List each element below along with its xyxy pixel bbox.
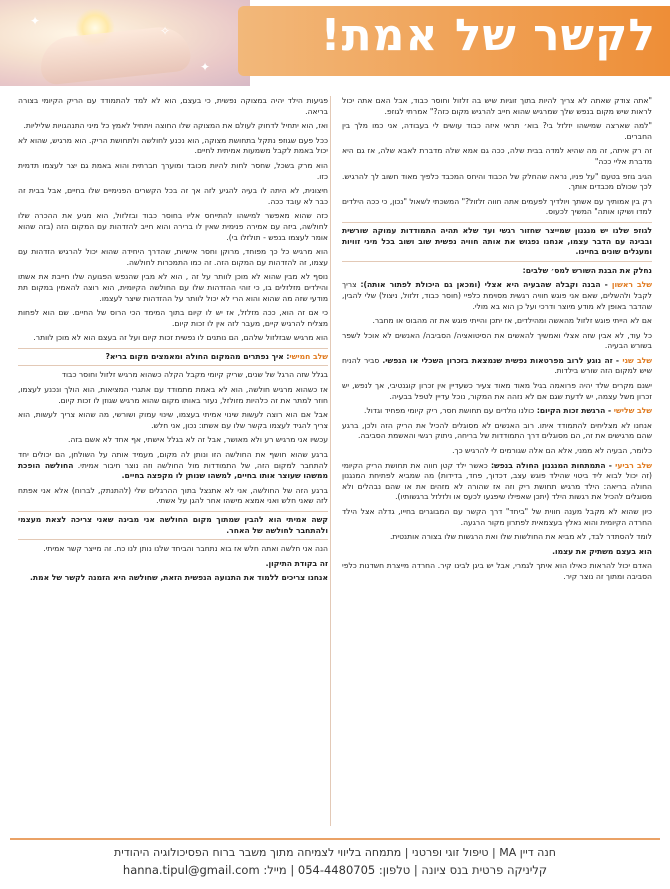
paragraph: ואז, הוא יתחיל לדחוק לעולם את המצוקה שלו החוצה ויתחיל לאמץ כל מיני התנהגויות שליליות. [23, 121, 328, 131]
stage-body: כאשר ילד קטן חווה את תחושת הריק הקיומי (זה יכול לבוא ליד ביטוי שהילד פוגש עצב, דכדוך, פחד, בדידות) מה שמביא לפתיחת המנגנון החולה בריאה: הילד מרגיש תחושת ריק וזה אז שהורה לא מזהים את או שהם נבהלים ולא מסוגלים להכיל את רגשות הילד (יתכן שאפילו שיפגעו לכעס או ולזלזל ברגשותיו). [342, 460, 652, 502]
paragraph: "למה שארצה שמישהו יזלזל בי? בוא׳ תראי איזה כבוד עושים לי בעבודה, אני כמו מלך בין החברים. [342, 121, 652, 141]
paragraph-text: ברגע שהוא חושף את החולשה הזו ונותן לה מקום, מעמיד אותה על השולחן, הם יכולים יחד להתחבר למקום הזה, של התמודדות מול החולשה וזה נוצר חיבור אמיתי. [18, 450, 328, 470]
paragraph: הגיב גוזפ בטעם "על פניו, נראה שהחלק של הכבוד והיחס המכבד כלפיך מאוד חשוב לך להרגיש. לכך שכולם מכבדים אותך. [342, 171, 652, 192]
stage-heading: - הבנה וקבלה שהבעיה היא אצלי (ומכאן גם היכולת לפתור אותה): [360, 280, 612, 290]
paragraph: הוא בעצם משתיק את עצמו. [552, 546, 652, 556]
paragraph: אז כשהוא מרגיש חולשה, הוא לא באמת מתמודד עם אתגרי המציאות, הוא הולך ונכנע לעצמו, חוזר למתר את זה כלהיות מזולזל, נעזר באותו מקום שהוא מרגיש שגוזן לו זכות קיום. [18, 385, 328, 405]
right-column [342, 96, 652, 826]
stage-heading: - זה נוגע לרוב מפרטאות נפשית שנמצאת בזכרון השכלי או הנפשי. [382, 355, 623, 365]
paragraph: האדם יכול להראות כאילו הוא איתך לגמרי, אבל יש ביגן לבינו קיר. החרדה מייצרת חשדנות כלפי הסביבה ומתוך זה נוצר קיר. [342, 561, 652, 581]
paragraph: כיון שהוא לא מקבל מענה חווית של "ביחד" דרך הקשר עם המבוגרים בחייו, גדלה אצל הילד החרדה הקיומית והוא נאלץ בעצמאית לפתרון מקור הרגעה. [342, 507, 652, 527]
paragraph: הוא מרגיש כל כך מפוחד, מרוקן וחסר אישיות, שהדרך היחידה שהוא יכול להרגיש הזדהות עם עצמו, זה להזדהות עם המקום הזה. זה כמו התמכרות לחולשה. [18, 247, 328, 267]
footer-credentials: חנה דיין MA | טיפול זוגי ופרטני | מתמחה בליווי לצמיחה מתוך משבר ברוח הפסיכולוגיה היהודית [114, 846, 556, 859]
paragraph: כל עוד, לא אבין שזה אצלי ואמשיך להאשים את הסיטואציה/ הסביבה/ האנשים לא אוכל לשפר בשורש הבעיה. [342, 330, 652, 351]
section-title: נחלק את הבנת השורש למס׳ שלבים: [522, 265, 652, 275]
sparkle-icon: ✦ [200, 60, 211, 74]
paragraph: הוא מרק בשכל, שחסר לחות להיות מכובד ומוערך חברתית והוא באמת גם יצר לעצמו תדמית כזו. [18, 160, 328, 181]
lead-paragraph: לגוזפ שלנו יש מנגנון שמייצר שחזור רגשי ועד שלא תהיה התמודדות עמוקה שורשית ובבינה עם הדבר עצמו, אנחנו נפגוש את אותה חוויה נפשית שוב ושוב בכל מיני זוויות ומעגלים שונים בחיינו. [342, 222, 652, 262]
stage-paragraph [342, 406, 652, 417]
stage-paragraph [342, 461, 652, 503]
stage-body: כולנו נולדים עם תחושת חסר, ריק קיומי מפחיד וגדול. [364, 406, 535, 416]
stage-label: שלב חמישי [289, 351, 328, 361]
footer [10, 838, 660, 886]
paragraph: "אתה צודק שאתה לא צריך להיות בתוך זוגיות שיש בה זלזול וחוסר כבוד, אבל האם אתה יכול לראות שיש מקום בנפש שלך שמרגיש שהוא חייב להרגיש מקום כזה?" אמרתי לגוזפ. [342, 96, 652, 116]
paragraph: הנה אני חלשה ואתה חלש אז בוא נתחבר והביחד שלנו נותן לנו כח. זה מייצר קשר אמיתי. [43, 544, 328, 554]
stage-body: צריך לקבל ולהשלים, שאם אני פוגש חוויה רגשית מסוימת כלפיי (חוסר כבוד, זלזול, ניצול) שלי להבין, שהדבר באופן לא מודע מיוצר ודרכי ועל כן הוא בא מולי. [342, 280, 652, 311]
header [0, 0, 670, 86]
emphasis-text: החולשה הופכת ממשהו שעוצר אותו בחיים, למשהו שנותן לו מקפצה בחיים. [18, 460, 328, 481]
stage-body: סביר להניח שיש למקום הזה שורש בילדות. [342, 355, 652, 376]
paragraph: חיצונית, לא היתה לו בעיה להגיע לזה אך זה בכל הקשרים הפנימיים שלו בחיים, אבל בבית זה כבר לא עובד ככה. [18, 186, 328, 206]
hero-image [0, 0, 250, 86]
paragraph: אם לא הייתי פוגש זלזול מהאשה ומהילדים, אז יתכן והייתי פוגש את זה מהבוס או מחבר. [372, 316, 652, 326]
page-title: לקשר של אמת! [320, 10, 656, 61]
stage-paragraph [342, 356, 652, 377]
paragraph: פגיעות הילד יהיה במצוקה נפשית, כי בעצם, הוא לא למד להתמודד עם הריק הקיומי בצורה בריאה. [18, 96, 328, 116]
paragraph: כזה שהוא מאפשר למישהו להתייחס אליו בחוסר כבוד ובזלזול, הוא מגיע את ההכרה שלו לחולשה, ביזה עם אמירה פנימית שאין לו ברירה והוא חייב להזדהות עם המקום הזה (בזה שהוא אומר לעצמו בנפש - תולזלו בי). [18, 211, 328, 242]
closing-paragraph: אנחנו צריכים ללמוד את התנועה הנפשית הזאת, שחולשה היא הזמנה לקשר של אמת. [30, 573, 328, 583]
stage-heading: - התמתחות המנגנון החולה בנפש: [487, 460, 616, 470]
paragraph: הוא מרגיש שבזלזול שלהם, הם נותנים לו נפשית זכות קיום ועל זה בעצם הוא לא מוכן לוותר. [33, 333, 328, 343]
stage-label: שלב שני [622, 355, 652, 365]
paragraph: אבל אם הוא רוצה לעשות שינוי אמיתי בעצמו, שינוי עמוק ושורשי, מה שהוא צריך לעשות, הוא צריך להגיד לעצמו בקשר שלו עם אשתו: נכון, אני חלש. [18, 410, 328, 430]
paragraph: ישנם מקרים שלד יהיה פרואמה בגיל מאוד מאוד צעיר כשעדיין אין זכרון קוגנטיבי, אך לנפש, יש זכרון משל עצמה, יש לדעת שגם אם לא נזהה את המקור, נוכל עדיין לטפל בבעיה. [342, 381, 652, 401]
paragraph [18, 450, 328, 482]
paragraph: לומד להסתדר לבד, לא מביא את החולשות שלו ואת הרגשות שלו בצורה אותנטית. [390, 532, 652, 542]
highlight-paragraph: קשה אמיתי הוא להבין שמתוך מקום החולשה אני מבינה שאני צריכה לצאת מעצמי ולהתחבר לחולשה של האחר. [18, 511, 328, 540]
footer-contact: קליניקה פרטית בנס ציונה | טלפון: 054-4480705 | מייל: hanna.tipul@gmail.com [122, 863, 548, 877]
stage-heading: : איך נפתרים מהמקום החולה ומאמצים מקום בריא? [105, 351, 290, 361]
paragraph: אנחנו לא מצליחים להתמודד איתו. רוב האנשים לא מסוגלים להכיל את הריק הזה ולכן, ברגע שהם מרגישים את זה, הם מסוגלים דרך התמודדות של בריחה, ניתוק רגשי והאשמת הסביבה. [342, 420, 652, 441]
sparkle-icon: ✦ [30, 14, 41, 28]
stage-paragraph [18, 348, 328, 367]
paragraph: כלומר, הבעיה לא ממני, אלא הם אלה שגורמים לי להרגיש כך. [452, 446, 652, 456]
paragraph: ברגע הזה של החולשה, אני לא אתנצל בתוך ההרגלים שלי (להתנתק, לברוח) אלא אני אפתח לזה שאני חלש ואני אמצא מישהו אחר להגן על אשתי. [18, 485, 328, 506]
paragraph: זה בקודת התיקון. [265, 558, 328, 568]
stage-label: שלב ראשון [611, 280, 652, 290]
paragraph: בגלל שזה הרגל של שנים, שריק קיומי מקבל הקלה כשהוא מרגיש זלזול וחוסר כבוד [61, 370, 328, 380]
paragraph: רק בין אמותיך עם אשתך ויולדיך לפעמים אתה חווה זלזול?" המשכתי לשאול "נכון, כי ככה הילדים למדו ושיקו אותה" המשיך לכעוס. [342, 196, 652, 217]
paragraph: נוסף לא מבין שהוא לא מוכן לוותר על זה , הוא לא מבין שהנפש הפגועה שלו חייבת את אשתו והילדים מזלזלים בו, כי זוהי ההזדהות שלו עם החולשה הקיומית, הוא רוצה להאמין במקום תת מודעי שזה מה שהוא והוא הרי לא יכול לוותר על ההזדהות שיצר לעצמו. [18, 272, 328, 303]
paragraph: ככל פעם שגוזפ נתקל בתחושת מצוקה, הוא נכנע לחולשה ולתחושת הריק. הוא מרגיש, שהוא לא יכול באמת לקבל משמעות אמיתית לחיים. [18, 135, 328, 156]
column-divider [330, 96, 331, 826]
paragraph: זה רק איתה, זה מה שהיא למדה בבית שלה, ככה גם אמא שלה מדברת לאבא שלה, אז גם היא מדברת אליי ככה" [342, 146, 652, 166]
stage-label: שלב שלישי [613, 406, 652, 416]
stage-paragraph [342, 280, 652, 312]
stage-heading: - הרגשת זכות הקיום: [534, 406, 614, 416]
title-band [238, 6, 670, 76]
paragraph: עכשיו אני מרגיש רע ולא מאושר, אבל זה לא בגלל אישתי, אף אחד לא אשם בזה. [67, 435, 328, 445]
left-column [18, 96, 328, 826]
sparkle-icon: ✧ [160, 24, 171, 38]
paragraph: כי אם זה הוא, ככה מזלזל, אז יש לו קיום בתוך המימד הכי הרוס של החיים. שם הוא לפחות מצליח להרגיש קיים, מעבר לזה אין לו זכות קיום. [18, 308, 328, 328]
stage-label: שלב רביעי [615, 460, 652, 470]
